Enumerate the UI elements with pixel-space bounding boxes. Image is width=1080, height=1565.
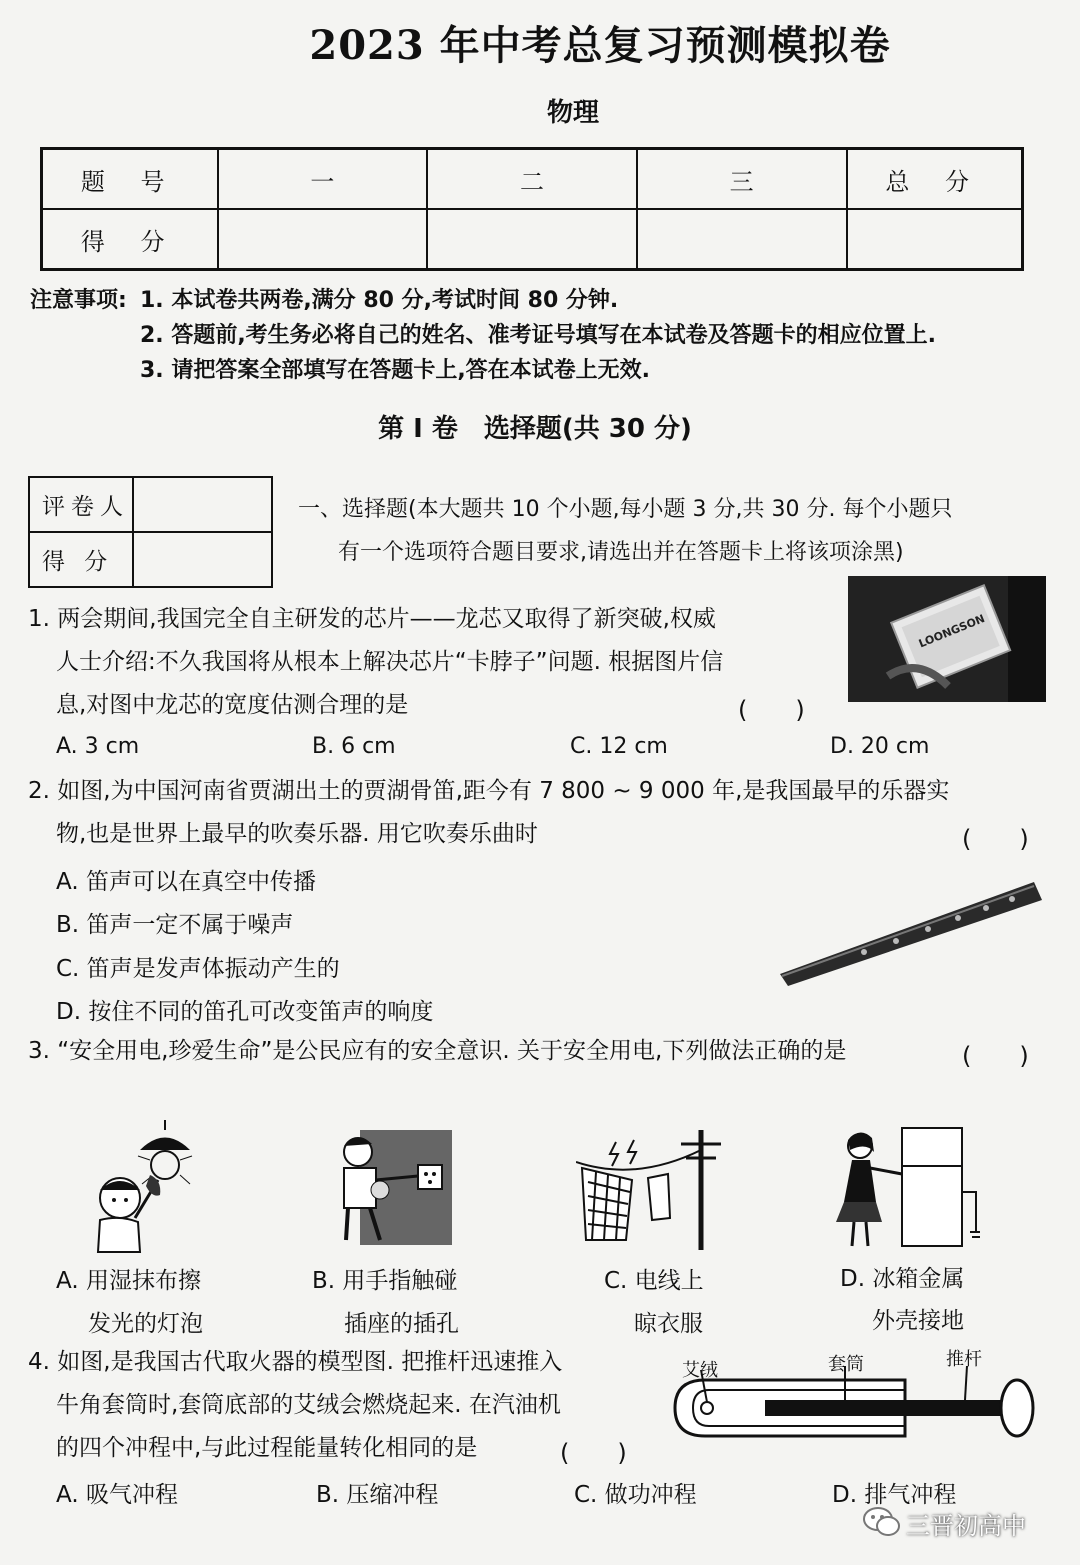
socket-icon xyxy=(330,1120,455,1250)
grader-label: 评卷人 xyxy=(29,477,133,532)
option-d: D. 20 cm xyxy=(830,734,930,759)
option-c: C. 做功冲程 xyxy=(574,1482,697,1508)
grader-cell xyxy=(133,477,272,532)
answer-bracket: ( ) xyxy=(560,1439,627,1467)
diagram-label-moxa: 艾绒 xyxy=(682,1360,718,1381)
option-a: A. 3 cm xyxy=(56,734,140,759)
option-c-caption: 晾衣服 xyxy=(634,1311,703,1337)
grader-table xyxy=(28,476,273,588)
score-header-cell: 三 xyxy=(637,149,847,210)
question-text: 1. 两会期间,我国完全自主研发的芯片——龙芯又取得了新突破,权威 xyxy=(28,606,716,632)
score-cell xyxy=(427,209,637,270)
score-header-cell: 总 分 xyxy=(847,149,1023,210)
clothes-on-wire-illustration xyxy=(576,1122,741,1252)
fridge-grounding-illustration xyxy=(830,1122,980,1252)
option-b: B. 压缩冲程 xyxy=(316,1482,439,1508)
question-text: 息,对图中龙芯的宽度估测合理的是 xyxy=(56,692,409,718)
table-row xyxy=(42,209,1023,270)
question-text: 3. “安全用电,珍爱生命”是公民应有的安全意识. 关于安全用电,下列做法正确的是 xyxy=(28,1038,847,1064)
note-item: 3. 请把答案全部填写在答题卡上,答在本试卷上无效. xyxy=(140,358,651,383)
diagram-label-push-rod: 推杆 xyxy=(946,1349,982,1370)
grader-score-label: 得 分 xyxy=(29,532,133,587)
option-d-caption: 外壳接地 xyxy=(872,1308,964,1334)
chip-brand-label: LOONGSON xyxy=(916,612,987,651)
section-instruction: 有一个选项符合题目要求,请选出并在答题卡上将该项涂黑) xyxy=(338,540,904,565)
answer-bracket: ( ) xyxy=(962,1042,1029,1070)
question-text: 人士介绍:不久我国将从根本上解决芯片“卡脖子”问题. 根据图片信 xyxy=(56,649,724,675)
note-item: 2. 答题前,考生务必将自己的姓名、准考证号填写在本试卷及答题卡的相应位置上. xyxy=(140,323,937,348)
option-b: B. 笛声一定不属于噪声 xyxy=(56,912,294,938)
score-cell xyxy=(218,209,428,270)
question-text: 牛角套筒时,套筒底部的艾绒会燃烧起来. 在汽油机 xyxy=(56,1392,561,1418)
score-header-cell: 一 xyxy=(218,149,428,210)
option-a-caption: A. 用湿抹布擦 xyxy=(56,1268,201,1294)
table-row xyxy=(29,532,272,587)
light-bulb-icon xyxy=(80,1120,210,1255)
section-instruction: 一、选择题(本大题共 10 个小题,每小题 3 分,共 30 分. 每个小题只 xyxy=(298,497,953,522)
option-c: C. 12 cm xyxy=(570,734,668,759)
score-row-label: 得 分 xyxy=(42,209,218,270)
option-b-caption: B. 用手指触碰 xyxy=(312,1268,458,1294)
child-socket-illustration xyxy=(330,1120,455,1250)
score-header-cell: 题 号 xyxy=(42,149,218,210)
question-text: 的四个冲程中,与此过程能量转化相同的是 xyxy=(56,1435,478,1461)
option-d: D. 排气冲程 xyxy=(832,1482,957,1508)
chip-photo xyxy=(848,576,1046,702)
option-d-caption: D. 冰箱金属 xyxy=(840,1266,965,1292)
exam-title: 2023 年中考总复习预测模拟卷 xyxy=(309,22,891,69)
subject-title: 物理 xyxy=(546,98,599,128)
option-b-caption: 插座的插孔 xyxy=(344,1311,459,1337)
question-text: 4. 如图,是我国古代取火器的模型图. 把推杆迅速推入 xyxy=(28,1349,563,1375)
refrigerator-icon xyxy=(830,1122,980,1252)
score-cell xyxy=(637,209,847,270)
wechat-icon xyxy=(862,1504,902,1540)
table-row xyxy=(29,477,272,532)
bone-flute-photo xyxy=(772,862,1048,988)
answer-bracket: ( ) xyxy=(962,825,1029,853)
watermark-text: 三晋初高中 xyxy=(906,1512,1026,1540)
wet-cloth-bulb-illustration xyxy=(80,1120,210,1255)
option-a: A. 笛声可以在真空中传播 xyxy=(56,869,316,895)
score-table xyxy=(40,147,1024,271)
diagram-label-sleeve: 套筒 xyxy=(828,1354,864,1375)
option-a: A. 吸气冲程 xyxy=(56,1482,178,1508)
option-c: C. 笛声是发声体振动产生的 xyxy=(56,956,340,982)
option-d: D. 按住不同的笛孔可改变笛声的响度 xyxy=(56,999,434,1025)
option-a-caption: 发光的灯泡 xyxy=(88,1311,203,1337)
score-header-cell: 二 xyxy=(427,149,637,210)
grader-score-cell xyxy=(133,532,272,587)
chip-icon xyxy=(848,576,1046,702)
note-item: 1. 本试卷共两卷,满分 80 分,考试时间 80 分钟. xyxy=(140,288,619,313)
answer-bracket: ( ) xyxy=(738,696,805,724)
flute-icon xyxy=(772,862,1048,988)
option-c-caption: C. 电线上 xyxy=(604,1268,704,1294)
question-text: 2. 如图,为中国河南省贾湖出土的贾湖骨笛,距今有 7 800 ~ 9 000 年,是我国最早的乐器实 xyxy=(28,778,950,804)
score-cell xyxy=(847,209,1023,270)
table-row xyxy=(42,149,1023,210)
notes-label: 注意事项: xyxy=(30,288,127,313)
option-b: B. 6 cm xyxy=(312,734,396,759)
section-title: 第 I 卷 选择题(共 30 分) xyxy=(378,414,692,444)
power-pole-icon xyxy=(576,1122,741,1252)
question-text: 物,也是世界上最早的吹奏乐器. 用它吹奏乐曲时 xyxy=(56,821,538,847)
